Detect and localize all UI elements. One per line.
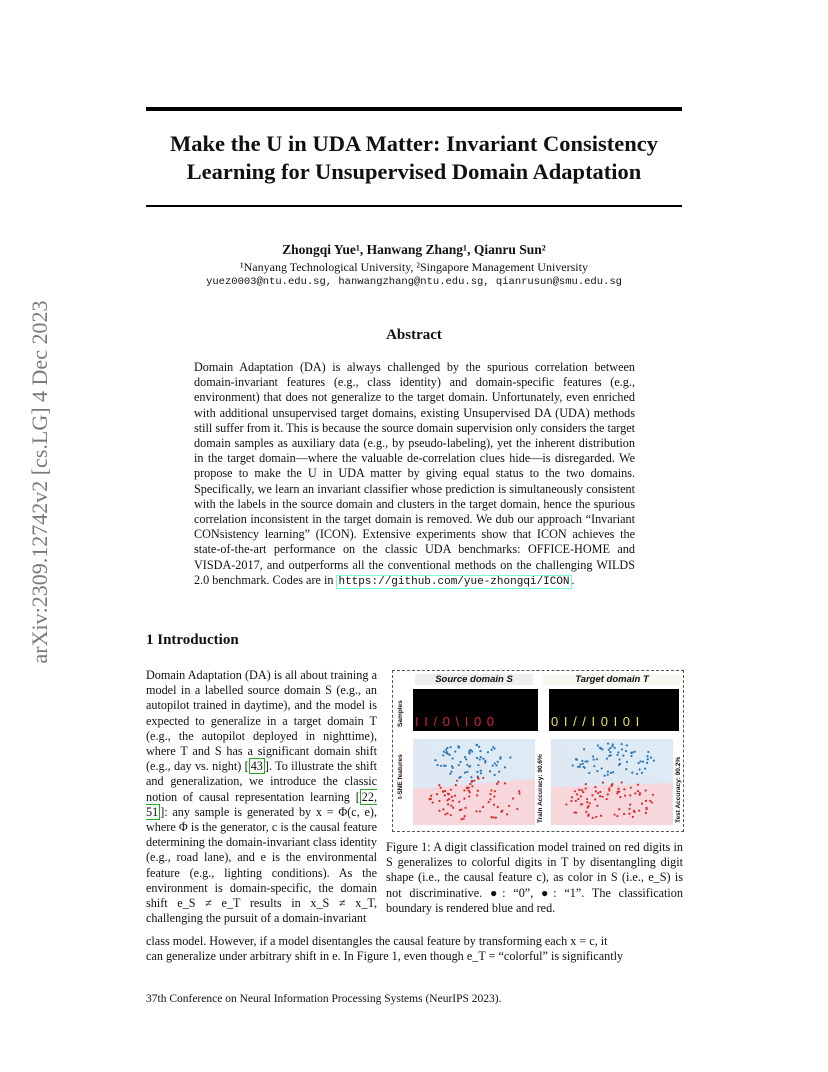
scatter-point — [597, 792, 599, 794]
scatter-point — [450, 771, 452, 773]
scatter-point — [468, 790, 470, 792]
scatter-point — [494, 762, 496, 764]
scatter-point — [600, 815, 602, 817]
scatter-point — [631, 772, 633, 774]
scatter-point — [436, 764, 438, 766]
scatter-point — [438, 800, 440, 802]
scatter-point — [468, 750, 470, 752]
scatter-point — [450, 789, 452, 791]
scatter-point — [623, 788, 625, 790]
test-accuracy-label: Test Accuracy: 90.2% — [675, 756, 682, 823]
scatter-point — [631, 751, 633, 753]
scatter-point — [637, 784, 639, 786]
scatter-point — [442, 754, 444, 756]
scatter-point — [652, 794, 654, 796]
scatter-point — [459, 761, 461, 763]
source-sample-row: I I / 0 \ I 0 0 — [415, 714, 496, 729]
intro-column: Domain Adaptation (DA) is all about training a model in a labelled source domain S (e.g., an autopilot trained in daytime), and the model is expected to generalize in a target domain T (e.g., the autopilot deployed in nighttime), where T and S has a significant domain shift (e.g., day vs. night) [ 43 ]. To illustrate the shift and generalization, we introduce the classic notion of causal representation learning [ 22, 51 ]: any sample is generated by x = Φ(c, e), where Φ is the generator, c is the causal feature determining the domain-invariant class identity (e.g., road lane), and e is the environmental feature (e.g., lighting conditions). As the environment is domain-specific, the domain shift e_S ≠ e_T results in x_S ≠ x_T, challenging the pursuit of a domain-invariant — [146, 668, 378, 926]
scatter-point — [447, 803, 449, 805]
scatter-point — [565, 803, 567, 805]
scatter-point — [607, 793, 609, 795]
scatter-point — [646, 762, 648, 764]
scatter-point — [599, 795, 601, 797]
scatter-point — [494, 790, 496, 792]
scatter-point — [480, 770, 482, 772]
scatter-point — [495, 817, 497, 819]
target-domain-label: Target domain T — [543, 674, 681, 685]
abstract-body: Domain Adaptation (DA) is always challenged by the spurious correlation between domain-invariant features (e.g., class identity) and domain-specific features (e.g., environment) that does not generalize to the target domain. Unfortunately, even enriched with additional unsupervised target domains, existing Unsupervised DA (UDA) methods still suffer from it. This is because the source domain supervision only considers the target domain samples as auxiliary data (e.g., by pseudo-labeling), yet the inherent distribution in the target domain—where the valuable de-correlation clues hide—is disregarded. We propose to make the U in UDA matter by giving equal status to the two domains. Specifically, we learn an invariant classifier whose prediction is simultaneously consistent with the labels in the source domain and clusters in the target domain, hence the spurious correlation inconsistent in the target domain is removed. We dub our approach “Invariant CONsistency learning” (ICON). Extensive experiments show that ICON achieves the state-of-the-art performance on the classic UDA benchmarks: OFFICE-HOME and VISDA-2017, and outperforms all the conventional methods on the challenging WILDS 2.0 benchmark. Codes are in https://github.com/yue-zhongqi/ICON . — [194, 360, 635, 588]
scatter-point — [618, 808, 620, 810]
scatter-point — [571, 796, 573, 798]
scatter-point — [489, 793, 491, 795]
scatter-point — [608, 749, 610, 751]
title-top-rule — [146, 107, 682, 111]
scatter-point — [476, 794, 478, 796]
scatter-point — [470, 776, 472, 778]
scatter-point — [592, 817, 594, 819]
scatter-point — [594, 786, 596, 788]
scatter-point — [588, 813, 590, 815]
samples-axis-label: Samples — [397, 700, 404, 727]
scatter-point — [581, 789, 583, 791]
scatter-point — [583, 748, 585, 750]
scatter-point — [493, 816, 495, 818]
scatter-point — [576, 793, 578, 795]
scatter-point — [452, 807, 454, 809]
scatter-point — [446, 747, 448, 749]
scatter-point — [471, 785, 473, 787]
scatter-point — [443, 751, 445, 753]
scatter-point — [579, 763, 581, 765]
scatter-point — [602, 782, 604, 784]
scatter-point — [602, 796, 604, 798]
code-link[interactable]: https://github.com/yue-zhongqi/ICON — [338, 575, 570, 588]
scatter-point — [591, 794, 593, 796]
scatter-point — [626, 761, 628, 763]
scatter-point — [458, 801, 460, 803]
scatter-point — [595, 790, 597, 792]
scatter-point — [588, 772, 590, 774]
scatter-point — [479, 750, 481, 752]
scatter-point — [492, 765, 494, 767]
intro-text-1: Domain Adaptation (DA) is all about training a model in a labelled source domain S (e.g., an autopilot trained in daytime), and the model is expected to generalize in a target domain T (e.g., the autopilot deployed in nighttime), where T and S has a significant domain shift (e.g., day vs. night) — [146, 668, 377, 774]
scatter-point — [446, 799, 448, 801]
scatter-point — [438, 810, 440, 812]
scatter-point — [633, 811, 635, 813]
scatter-point — [444, 794, 446, 796]
scatter-point — [450, 814, 452, 816]
scatter-point — [617, 788, 619, 790]
scatter-point — [449, 754, 451, 756]
scatter-point — [501, 810, 503, 812]
scatter-point — [645, 800, 647, 802]
scatter-point — [480, 772, 482, 774]
scatter-point — [607, 770, 609, 772]
scatter-point — [645, 807, 647, 809]
target-sample-row: 0 I / / I 0 I 0 I — [551, 714, 641, 729]
scatter-point — [456, 780, 458, 782]
scatter-point — [444, 790, 446, 792]
train-accuracy-label: Train Accuracy: 90.6% — [537, 754, 544, 823]
scatter-point — [451, 796, 453, 798]
scatter-point — [629, 794, 631, 796]
scatter-point — [638, 768, 640, 770]
scatter-point — [596, 805, 598, 807]
scatter-point — [482, 758, 484, 760]
scatter-point — [504, 766, 506, 768]
scatter-point — [506, 813, 508, 815]
scatter-point — [457, 745, 459, 747]
source-samples — [413, 689, 538, 731]
scatter-point — [458, 764, 460, 766]
scatter-point — [621, 781, 623, 783]
scatter-point — [460, 808, 462, 810]
scatter-point — [628, 808, 630, 810]
affiliations: ¹Nanyang Technological University, ²Singapore Management University — [240, 260, 588, 274]
scatter-point — [607, 742, 609, 744]
scatter-point — [584, 760, 586, 762]
scatter-point — [619, 763, 621, 765]
scatter-point — [440, 765, 442, 767]
scatter-point — [641, 803, 643, 805]
scatter-point — [464, 815, 466, 817]
scatter-point — [438, 784, 440, 786]
scatter-point — [621, 748, 623, 750]
scatter-point — [436, 793, 438, 795]
scatter-point — [623, 813, 625, 815]
scatter-point — [444, 765, 446, 767]
scatter-point — [611, 783, 613, 785]
scatter-point — [646, 755, 648, 757]
scatter-point — [440, 787, 442, 789]
scatter-point — [580, 795, 582, 797]
scatter-point — [618, 758, 620, 760]
scatter-point — [464, 771, 466, 773]
scatter-point — [610, 754, 612, 756]
scatter-point — [593, 765, 595, 767]
scatter-point — [478, 746, 480, 748]
scatter-point — [479, 810, 481, 812]
scatter-point — [572, 764, 574, 766]
scatter-point — [460, 818, 462, 820]
scatter-point — [570, 800, 572, 802]
scatter-point — [581, 760, 583, 762]
scatter-point — [651, 801, 653, 803]
scatter-point — [442, 808, 444, 810]
scatter-point — [497, 761, 499, 763]
scatter-point — [575, 800, 577, 802]
scatter-point — [512, 797, 514, 799]
scatter-point — [448, 793, 450, 795]
scatter-point — [446, 812, 448, 814]
scatter-point — [463, 789, 465, 791]
scatter-point — [594, 798, 596, 800]
scatter-point — [489, 770, 491, 772]
scatter-point — [463, 818, 465, 820]
scatter-point — [444, 813, 446, 815]
scatter-point — [492, 746, 494, 748]
scatter-point — [574, 790, 576, 792]
scatter-point — [468, 795, 470, 797]
scatter-point — [479, 758, 481, 760]
scatter-point — [442, 790, 444, 792]
figure-caption: Figure 1: A digit classification model trained on red digits in S generalizes to colorful digits in T by disentangling digit shape (i.e., the causal feature c), as color in S (i.e., e_S) is not discriminative. ●: “0”, ●: “1”. The classification boundary is rendered blue and red. — [386, 840, 683, 915]
scatter-point — [589, 802, 591, 804]
figure-1 — [392, 670, 684, 832]
scatter-point — [597, 744, 599, 746]
scatter-point — [578, 789, 580, 791]
scatter-point — [625, 750, 627, 752]
scatter-point — [496, 783, 498, 785]
scatter-point — [490, 816, 492, 818]
scatter-point — [628, 813, 630, 815]
scatter-point — [469, 765, 471, 767]
scatter-point — [586, 760, 588, 762]
scatter-point — [504, 782, 506, 784]
scatter-point — [634, 751, 636, 753]
scatter-point — [587, 807, 589, 809]
scatter-point — [647, 758, 649, 760]
scatter-point — [592, 755, 594, 757]
scatter-point — [495, 764, 497, 766]
scatter-point — [464, 807, 466, 809]
scatter-point — [624, 794, 626, 796]
scatter-point — [586, 801, 588, 803]
scatter-point — [487, 751, 489, 753]
scatter-point — [499, 758, 501, 760]
scatter-point — [629, 803, 631, 805]
scatter-point — [645, 789, 647, 791]
scatter-point — [641, 772, 643, 774]
scatter-point — [454, 795, 456, 797]
scatter-point — [630, 755, 632, 757]
scatter-point — [484, 761, 486, 763]
scatter-point — [649, 800, 651, 802]
scatter-point — [650, 756, 652, 758]
scatter-point — [451, 757, 453, 759]
intro-full-line-2: can generalize under arbitrary shift in e. In Figure 1, even though e_T = “colorful” is significantly — [146, 949, 624, 963]
scatter-point — [621, 743, 623, 745]
scatter-point — [608, 789, 610, 791]
scatter-point — [508, 805, 510, 807]
scatter-point — [618, 791, 620, 793]
scatter-point — [434, 759, 436, 761]
intro-full-line-1: class model. However, if a model disentangles the causal feature by transforming each x = c, it — [146, 934, 608, 948]
scatter-point — [601, 748, 603, 750]
source-tsne-plot — [413, 739, 535, 825]
scatter-point — [630, 787, 632, 789]
scatter-point — [604, 775, 606, 777]
citation-link[interactable]: 22, 51 — [146, 789, 377, 819]
scatter-point — [581, 803, 583, 805]
scatter-point — [622, 755, 624, 757]
scatter-point — [586, 798, 588, 800]
scatter-point — [585, 783, 587, 785]
scatter-point — [645, 812, 647, 814]
scatter-point — [638, 810, 640, 812]
scatter-point — [494, 774, 496, 776]
scatter-point — [452, 800, 454, 802]
scatter-point — [498, 771, 500, 773]
scatter-point — [476, 771, 478, 773]
intro-text-2: . To illustrate the shift and generalization, we introduce the classic notion of causal representation learning — [146, 759, 378, 804]
scatter-point — [518, 790, 520, 792]
scatter-point — [432, 801, 434, 803]
scatter-point — [476, 744, 478, 746]
scatter-point — [609, 747, 611, 749]
abstract-text: Domain Adaptation (DA) is always challenged by the spurious correlation between domain-invariant features (e.g., class identity) and domain-specific features (e.g., environment) that does not generalize to the target domain. Unfortunately, even enriched with additional unsupervised target domains, existing Unsupervised DA (UDA) methods still suffer from it. This is because the source domain supervision only considers the target domain samples as auxiliary data (e.g., by pseudo-labeling), yet the inherent distribution in the target domain—where the valuable de-correlation clues hide—is disregarded. We propose to make the U in UDA matter by giving equal status to the two domains. Specifically, we learn an invariant classifier whose prediction is simultaneously consistent with the labels in the source domain and clusters in the target domain, hence the spurious correlation inconsistent in the target domain is removed. We dub our approach “Invariant CONsistency learning” (ICON). Extensive experiments show that ICON achieves the state-of-the-art performance on the classic UDA benchmarks: OFFICE-HOME and VISDA-2017, and outperforms all the conventional methods on the challenging WILDS 2.0 benchmark. Codes are in — [194, 360, 635, 587]
scatter-point — [653, 760, 655, 762]
scatter-point — [606, 798, 608, 800]
scatter-point — [614, 747, 616, 749]
source-domain-label: Source domain S — [415, 674, 533, 685]
scatter-point — [608, 787, 610, 789]
scatter-point — [616, 815, 618, 817]
scatter-point — [497, 806, 499, 808]
scatter-point — [606, 757, 608, 759]
paper-title: Make the U in UDA Matter: Invariant Consistency Learning for Unsupervised Domain Adaptation — [169, 131, 659, 184]
scatter-point — [471, 781, 473, 783]
scatter-point — [475, 810, 477, 812]
scatter-point — [477, 777, 479, 779]
scatter-point — [596, 758, 598, 760]
scatter-point — [575, 812, 577, 814]
author-emails: yuez0003@ntu.edu.sg, hanwangzhang@ntu.edu.sg, qianrusun@smu.edu.sg — [206, 276, 622, 288]
scatter-point — [582, 791, 584, 793]
scatter-point — [577, 798, 579, 800]
scatter-point — [599, 791, 601, 793]
scatter-point — [445, 749, 447, 751]
scatter-point — [582, 763, 584, 765]
scatter-point — [454, 750, 456, 752]
scatter-point — [596, 770, 598, 772]
section-heading: 1 Introduction — [146, 632, 239, 648]
scatter-point — [464, 756, 466, 758]
scatter-point — [476, 757, 478, 759]
scatter-point — [593, 759, 595, 761]
footer-note: 37th Conference on Neural Information Processing Systems (NeurIPS 2023). — [146, 993, 502, 1005]
scatter-point — [616, 754, 618, 756]
scatter-point — [625, 768, 627, 770]
scatter-point — [482, 777, 484, 779]
scatter-point — [491, 749, 493, 751]
scatter-point — [450, 746, 452, 748]
scatter-point — [465, 758, 467, 760]
tsne-axis-label: t-SNE features — [397, 754, 404, 799]
scatter-point — [493, 795, 495, 797]
scatter-point — [477, 790, 479, 792]
scatter-point — [584, 767, 586, 769]
scatter-point — [639, 760, 641, 762]
scatter-point — [609, 751, 611, 753]
authors: Zhongqi Yue¹, Hanwang Zhang¹, Qianru Sun² — [282, 242, 546, 257]
scatter-point — [466, 771, 468, 773]
scatter-point — [493, 804, 495, 806]
abstract-heading: Abstract — [386, 327, 442, 343]
scatter-point — [449, 773, 451, 775]
scatter-point — [576, 759, 578, 761]
scatter-point — [489, 798, 491, 800]
target-tsne-plot — [551, 739, 673, 825]
scatter-point — [585, 811, 587, 813]
scatter-point — [516, 808, 518, 810]
scatter-point — [577, 766, 579, 768]
scatter-point — [601, 767, 603, 769]
scatter-point — [469, 783, 471, 785]
scatter-point — [610, 772, 612, 774]
scatter-point — [477, 764, 479, 766]
scatter-point — [595, 816, 597, 818]
scatter-point — [430, 798, 432, 800]
scatter-point — [634, 792, 636, 794]
scatter-point — [637, 762, 639, 764]
scatter-point — [509, 756, 511, 758]
scatter-point — [488, 801, 490, 803]
scatter-point — [626, 744, 628, 746]
scatter-point — [612, 771, 614, 773]
scatter-point — [613, 813, 615, 815]
scatter-point — [473, 780, 475, 782]
title-bottom-rule — [146, 205, 682, 207]
scatter-point — [482, 806, 484, 808]
scatter-point — [463, 798, 465, 800]
scatter-point — [466, 764, 468, 766]
scatter-point — [455, 784, 457, 786]
scatter-point — [466, 786, 468, 788]
scatter-point — [447, 753, 449, 755]
arxiv-stamp: arXiv:2309.12742v2 [cs.LG] 4 Dec 2023 — [27, 300, 52, 664]
scatter-point — [637, 790, 639, 792]
scatter-point — [585, 787, 587, 789]
scatter-point — [480, 756, 482, 758]
scatter-point — [644, 767, 646, 769]
scatter-point — [607, 774, 609, 776]
scatter-point — [612, 743, 614, 745]
scatter-point — [639, 794, 641, 796]
scatter-point — [636, 773, 638, 775]
scatter-point — [490, 789, 492, 791]
citation-link[interactable]: 43 — [250, 759, 263, 774]
scatter-point — [497, 781, 499, 783]
scatter-point — [458, 777, 460, 779]
scatter-point — [450, 805, 452, 807]
scatter-point — [647, 751, 649, 753]
target-samples — [549, 689, 679, 731]
scatter-point — [619, 796, 621, 798]
scatter-point — [452, 767, 454, 769]
scatter-point — [642, 760, 644, 762]
scatter-point — [471, 750, 473, 752]
scatter-point — [518, 792, 520, 794]
intro-text-3: : any sample is generated by x = Φ(c, e), where Φ is the generator, c is the causal feature determining the domain-invariant class identity (e.g., road lane), and e is the environmental feature (e.g., lighting conditions). As the environment is domain-specific, the domain shift e_S ≠ e_T results in x_S ≠ x_T, challenging the pursuit of a domain-invariant — [146, 804, 377, 926]
scatter-point — [430, 795, 432, 797]
scatter-point — [632, 816, 634, 818]
scatter-point — [617, 751, 619, 753]
